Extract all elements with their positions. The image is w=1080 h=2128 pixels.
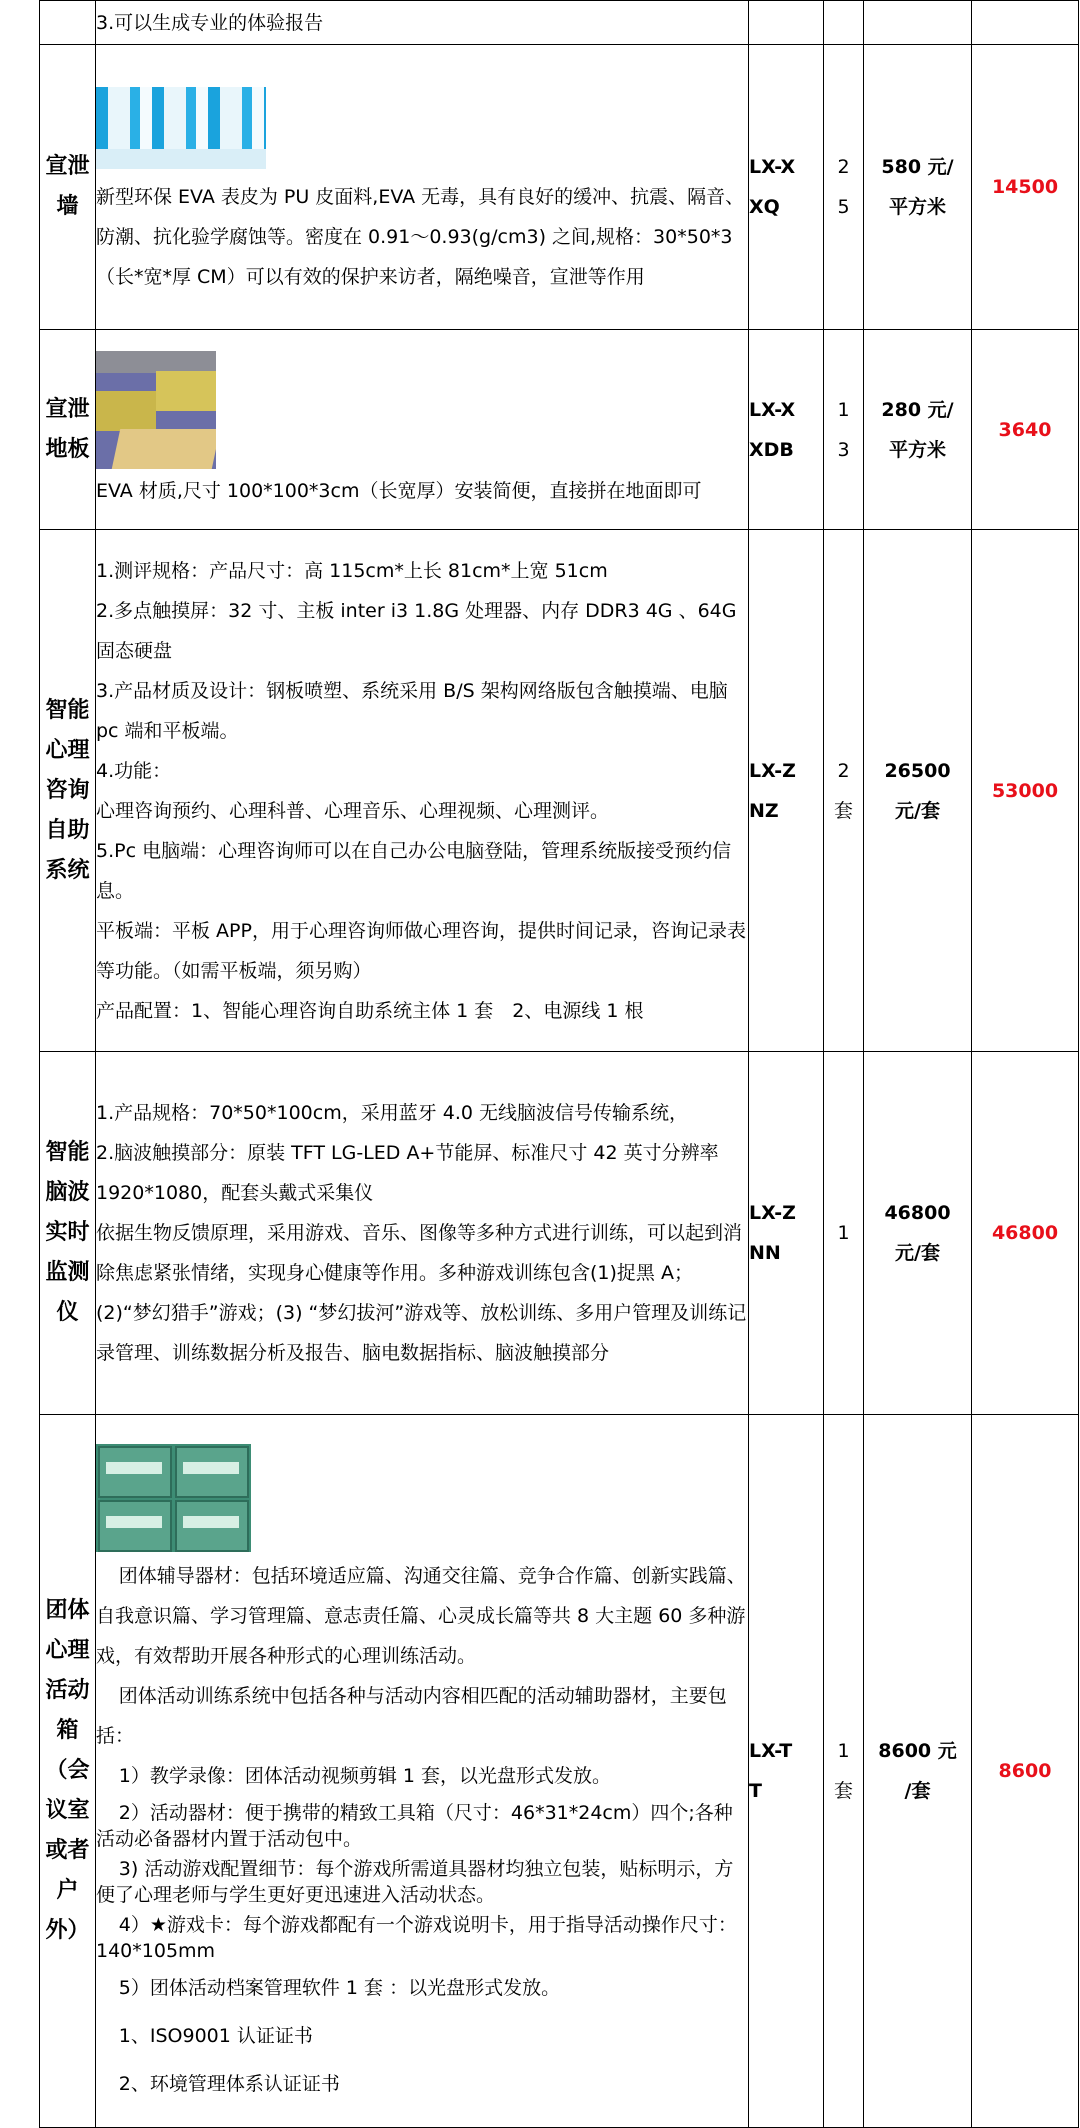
model-number [749, 1415, 824, 2128]
price-line: 8600 元 [878, 1740, 957, 1762]
unit-price [864, 1052, 972, 1415]
name-line: 智能 [45, 697, 90, 723]
desc-line: 平板端：平板 APP，用于心理咨询师做心理咨询，提供时间记录，咨询记录表等功能。（如需平板端，须另购） [96, 919, 746, 982]
quantity [824, 45, 864, 330]
total-price: 14500 [972, 45, 1079, 330]
desc-line: 心理咨询预约、心理科普、心理音乐、心理视频、心理测评。 [96, 799, 610, 822]
product-description [96, 1415, 749, 2128]
price-cell [864, 1, 972, 45]
desc-line: 2.多点触摸屏：32 寸、主板 inter i3 1.8G 处理器、内存 DDR3 4G 、64G 固态硬盘 [96, 599, 737, 662]
product-name [40, 1052, 96, 1415]
product-name [40, 1415, 96, 2128]
desc-line: 5）团体活动档案管理软件 1 套 ：以光盘形式发放。 [118, 1977, 561, 1999]
desc-line: 1.测评规格：产品尺寸：高 115cm*上长 81cm*上宽 51cm [96, 559, 608, 582]
quantity [824, 1052, 864, 1415]
qty-line: 2 [837, 156, 850, 178]
name-line: 仪 [56, 1300, 79, 1325]
model-line: LX-Z [749, 759, 796, 782]
table-row [40, 45, 1079, 330]
price-line: 26500 [884, 759, 951, 782]
qty-line: 3 [837, 438, 850, 461]
model-line: NZ [749, 799, 779, 822]
table-row [40, 1, 1079, 45]
price-line: /套 [904, 1780, 931, 1802]
name-line: 智能 [45, 1140, 90, 1165]
desc-line: 5.Pc 电脑端：心理咨询师可以在自己办公电脑登陆，管理系统版接受预约信息。 [96, 839, 732, 902]
qty-line: 套 [833, 1780, 853, 1802]
product-description [96, 1052, 749, 1415]
desc-line: 新型环保 EVA 表皮为 PU 皮面料,EVA 无毒，具有良好的缓冲、抗震、隔音、防潮、抗化验学腐蚀等。密度在 0.91～0.93(g/cm3) 之间,规格：30*50*3（长*宽*厚 CM）可以有效的保护来访者，隔绝噪音，宣泄等作用 [96, 186, 745, 288]
desc-line: 2.脑波触摸部分：原装 TFT LG-LED A+节能屏、标准尺寸 42 英寸分辨率 1920*1080，配套头戴式采集仪 [96, 1142, 719, 1204]
name-line: 脑波 [45, 1180, 90, 1205]
desc-line: 1.产品规格：70*50*100cm，采用蓝牙 4.0 无线脑波信号传输系统， [96, 1102, 688, 1124]
model-number [749, 45, 824, 330]
desc-line: 4）★游戏卡：每个游戏都配有一个游戏说明卡，用于指导活动操作尺寸：140*105mm [96, 1914, 737, 1962]
desc-line: 2）活动器材：便于携带的精致工具箱（尺寸：46*31*24cm）四个;各种活动必备器材内置于活动包中。 [96, 1802, 733, 1850]
model-line: LX-X [749, 156, 796, 178]
price-line: 元/套 [895, 1242, 940, 1264]
product-description [96, 330, 749, 530]
product-name [40, 330, 96, 530]
model-number [749, 1052, 824, 1415]
name-line: 系统 [45, 857, 90, 883]
name-line: 心理 [45, 1638, 90, 1663]
desc-line: 3) 活动游戏配置细节：每个游戏所需道具器材均独立包装，贴标明示，方便了心理老师与学生更好更迅速进入活动状态。 [96, 1858, 734, 1906]
name-line: 自助 [45, 817, 90, 843]
product-description [96, 530, 749, 1052]
model-line: T [749, 1780, 762, 1802]
qty-line: 1 [837, 1740, 850, 1762]
model-line: LX-Z [749, 1202, 796, 1224]
model-line: LX-T [749, 1740, 793, 1762]
table-row [40, 330, 1079, 530]
total-price: 53000 [972, 530, 1079, 1052]
unit-price [864, 45, 972, 330]
model-line: NN [749, 1242, 781, 1264]
price-line: 平方米 [888, 196, 946, 218]
name-line: 墙 [56, 194, 79, 219]
qty-line: 套 [833, 799, 853, 822]
name-line: 实时 [45, 1220, 90, 1245]
price-line: 元/套 [895, 799, 940, 822]
unit-price [864, 330, 972, 530]
total-price: 46800 [972, 1052, 1079, 1415]
name-line: （会 [45, 1758, 90, 1783]
name-line: 宣泄 [45, 154, 90, 179]
name-line: 心理 [45, 737, 90, 763]
name-line: 活动 [45, 1678, 90, 1703]
product-image [96, 1444, 251, 1552]
name-line: 或者 [45, 1838, 90, 1863]
product-spec-table [39, 0, 1079, 2128]
product-name [40, 530, 96, 1052]
name-line: 监测 [45, 1260, 90, 1285]
model-number [749, 330, 824, 530]
unit-price [864, 530, 972, 1052]
total-price: 3640 [972, 330, 1079, 530]
qty-line: 2 [837, 759, 850, 782]
price-line: 580 元/ [881, 156, 954, 178]
qty-line: 1 [837, 398, 850, 421]
desc-line: 3.可以生成专业的体验报告 [96, 11, 324, 34]
model-number [749, 530, 824, 1052]
desc-line: EVA 材质,尺寸 100*100*3cm（长宽厚）安装简便，直接拼在地面即可 [96, 479, 702, 502]
name-line: 地板 [45, 436, 90, 462]
total-price: 8600 [972, 1415, 1079, 2128]
name-line: 户外） [45, 1878, 90, 1943]
name-line: 咨询 [45, 777, 90, 803]
quantity [824, 1415, 864, 2128]
qty-line: 5 [837, 196, 850, 218]
desc-line: 1）教学录像：团体活动视频剪辑 1 套，以光盘形式发放。 [118, 1765, 612, 1787]
desc-line: 团体活动训练系统中包括各种与活动内容相匹配的活动辅助器材，主要包括： [96, 1685, 727, 1747]
model-line: XDB [749, 438, 794, 461]
price-line: 280 元/ [881, 398, 954, 421]
name-line: 议室 [45, 1798, 90, 1823]
desc-line: 3.产品材质及设计：钢板喷塑、系统采用 B/S 架构网络版包含触摸端、电脑 pc 端和平板端。 [96, 679, 728, 742]
product-description [96, 45, 749, 330]
product-name [40, 45, 96, 330]
product-image [96, 351, 216, 469]
product-image [96, 87, 266, 169]
name-line: 箱 [56, 1718, 79, 1743]
desc-line: 4.功能： [96, 759, 172, 782]
total-cell [972, 1, 1079, 45]
desc-line: 团体辅导器材：包括环境适应篇、沟通交往篇、竞争合作篇、创新实践篇、自我意识篇、学习管理篇、意志责任篇、心灵成长篇等共 8 大主题 60 多种游戏，有效帮助开展各种形式的心理训练活动。 [96, 1565, 746, 1667]
quantity [824, 530, 864, 1052]
model-line: LX-X [749, 398, 796, 421]
table-row [40, 1415, 1079, 2128]
table-row [40, 530, 1079, 1052]
name-cell [40, 1, 96, 45]
unit-price [864, 1415, 972, 2128]
price-line: 平方米 [888, 438, 946, 461]
model-cell [749, 1, 824, 45]
name-line: 团体 [45, 1598, 90, 1623]
model-line: XQ [749, 196, 780, 218]
desc-line: 依据生物反馈原理，采用游戏、音乐、图像等多种方式进行训练，可以起到消除焦虑紧张情绪，实现身心健康等作用。多种游戏训练包含(1)捉黑 A；(2)“梦幻猎手”游戏；(3) “梦幻拔河”游戏等、放松训练、多用户管理及训练记录管理、训练数据分析及报告、脑电数据指标、脑波触摸部分 [96, 1222, 747, 1364]
qty-line: 1 [837, 1222, 850, 1244]
desc-cell [96, 1, 749, 45]
price-line: 46800 [884, 1202, 951, 1224]
desc-line: 1、ISO9001 认证证书 [118, 2025, 313, 2047]
qty-cell [824, 1, 864, 45]
quantity [824, 330, 864, 530]
name-line: 宣泄 [45, 396, 90, 422]
desc-line: 产品配置：1、智能心理咨询自助系统主体 1 套 2、电源线 1 根 [96, 999, 644, 1022]
table-row [40, 1052, 1079, 1415]
desc-line: 2、环境管理体系认证证书 [118, 2073, 340, 2095]
